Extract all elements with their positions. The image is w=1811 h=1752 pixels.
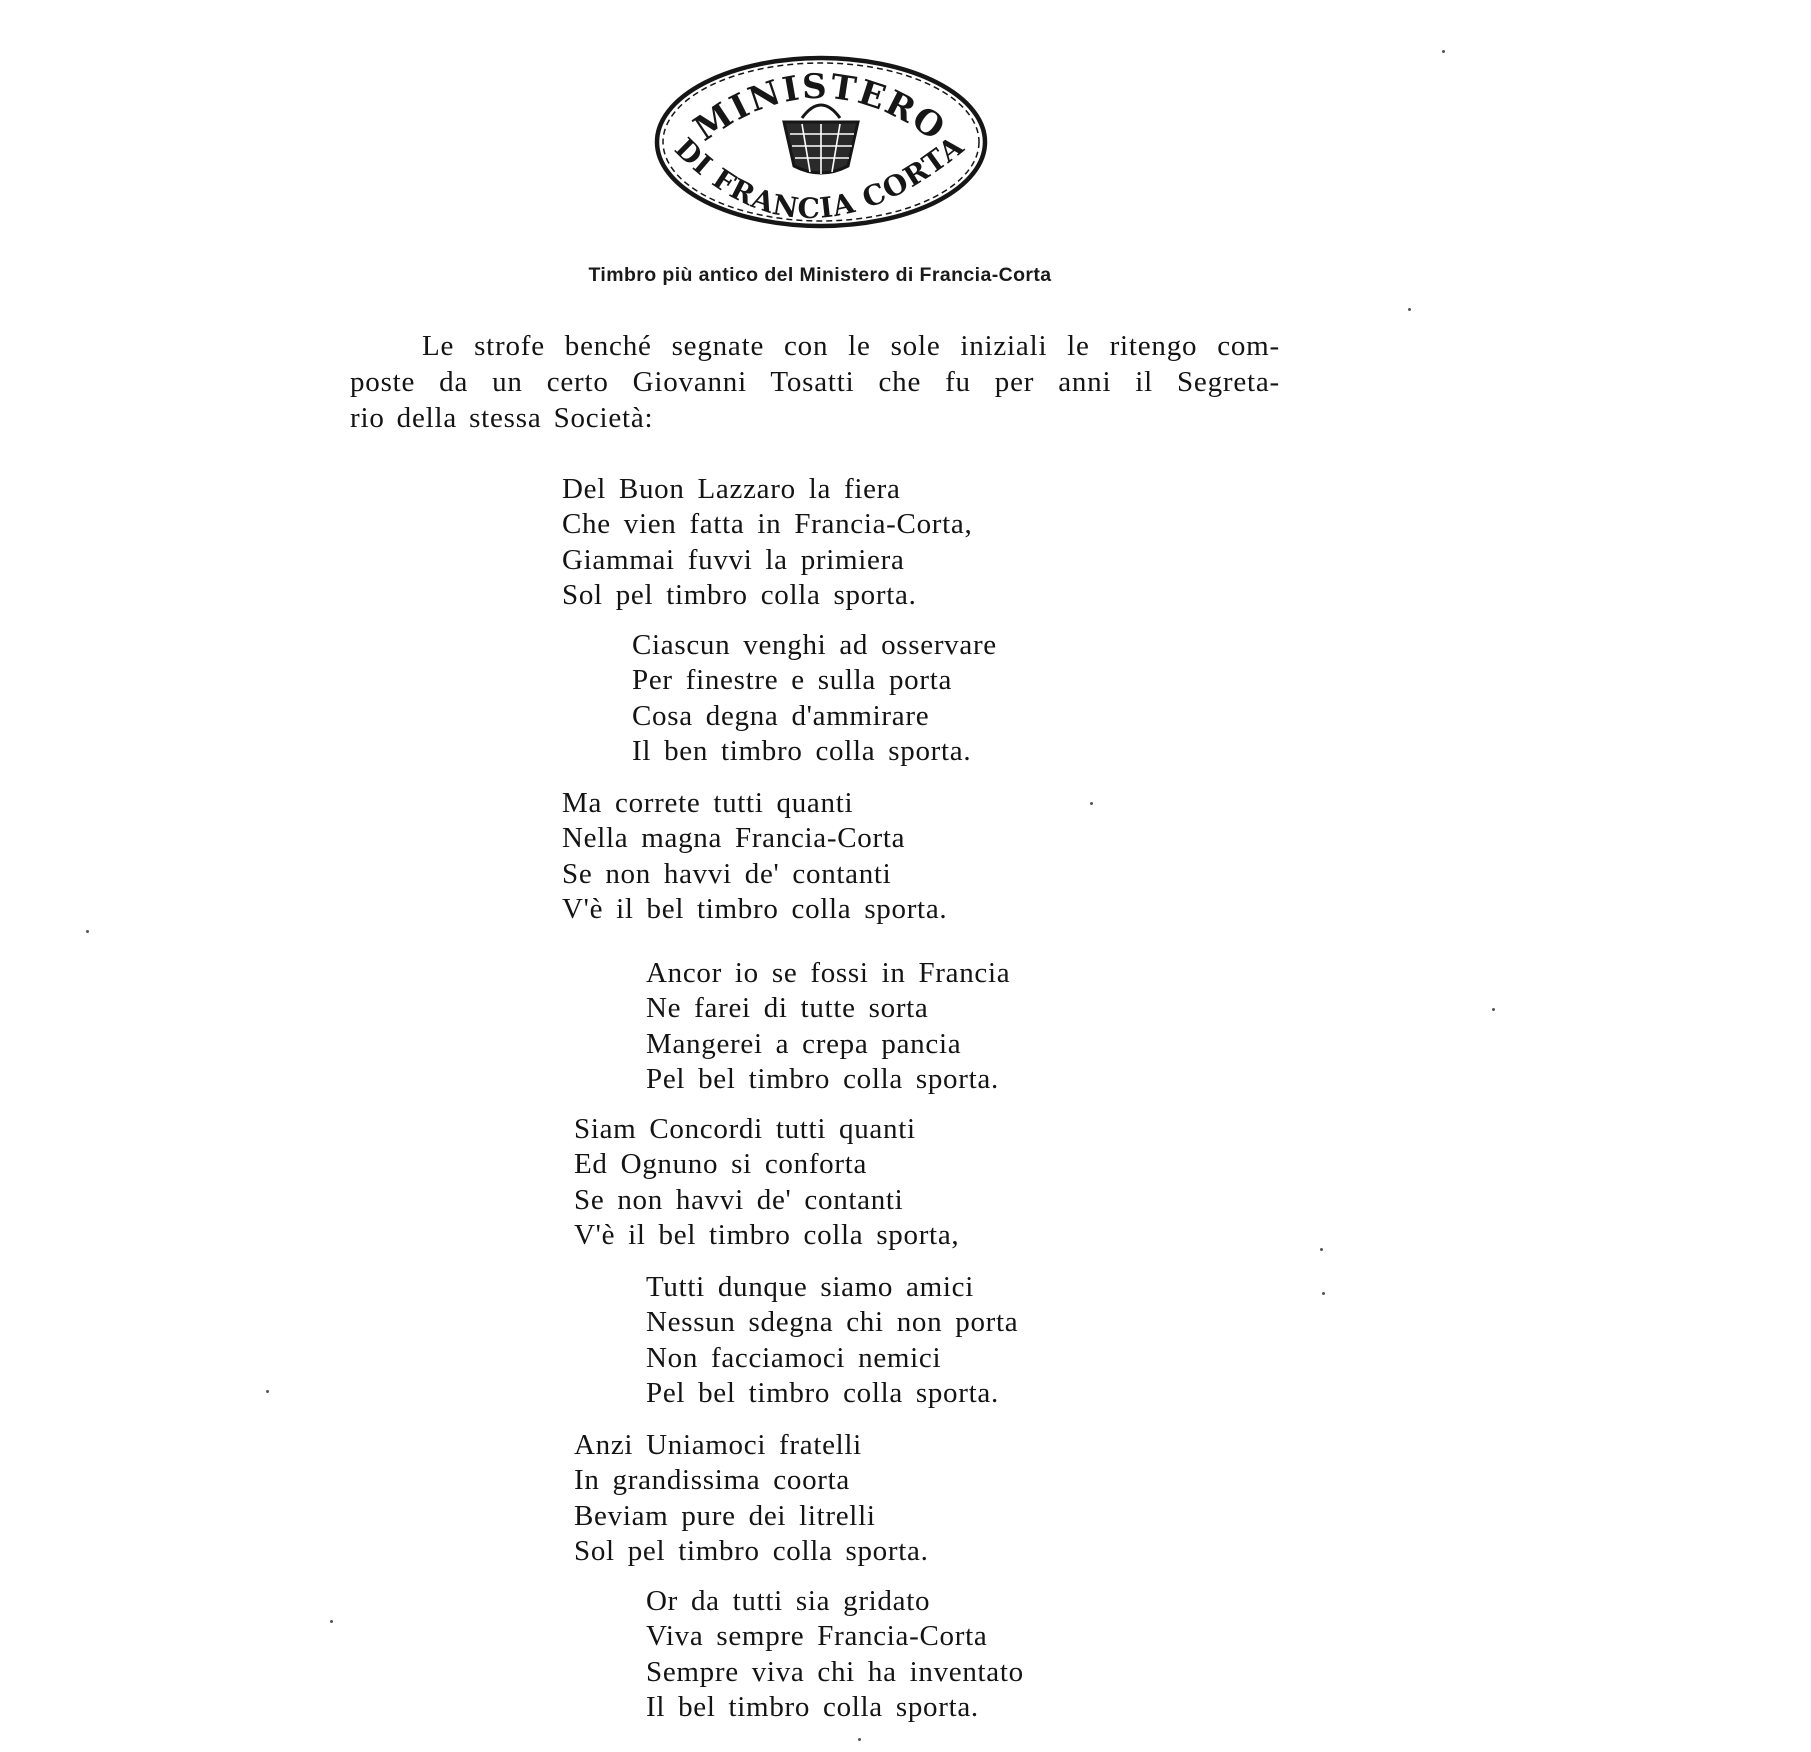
ministry-stamp bbox=[650, 48, 992, 236]
verse-line: Nella magna Francia-Corta bbox=[562, 822, 906, 855]
scan-speck bbox=[1320, 1248, 1323, 1251]
verse-line: Siam Concordi tutti quanti bbox=[574, 1113, 916, 1145]
intro-paragraph bbox=[350, 328, 1280, 436]
stanza bbox=[574, 1428, 929, 1569]
verse-line: Ancor io se fossi in Francia bbox=[646, 957, 1011, 989]
scan-speck bbox=[330, 1620, 333, 1623]
intro-line: rio della stessa Società: bbox=[350, 402, 654, 434]
verse-line: Ma correte tutti quanti bbox=[562, 787, 854, 819]
verse-line: Cosa degna d'ammirare bbox=[632, 699, 930, 732]
verse-line: Ne farei di tutte sorta bbox=[646, 992, 929, 1025]
verse-line: Per finestre e sulla porta bbox=[632, 664, 953, 697]
scan-speck bbox=[1322, 1292, 1325, 1295]
verse-line: Che vien fatta in Francia-Corta, bbox=[562, 508, 973, 541]
verse-line: Non facciamoci nemici bbox=[646, 1341, 942, 1374]
verse-line: Pel bel timbro colla sporta. bbox=[646, 1376, 999, 1409]
verse-line: Se non havvi de' contanti bbox=[574, 1183, 904, 1216]
verse-line: V'è il bel timbro colla sporta. bbox=[562, 892, 948, 925]
verse-line: Ciascun venghi ad osservare bbox=[632, 629, 997, 661]
verse-line: Sol pel timbro colla sporta. bbox=[574, 1534, 929, 1567]
verse-line: Pel bel timbro colla sporta. bbox=[646, 1062, 999, 1095]
stanza bbox=[646, 1270, 1018, 1411]
verse-line: Giammai fuvvi la primiera bbox=[562, 543, 905, 576]
stanza bbox=[574, 1112, 959, 1253]
verse-line: Il ben timbro colla sporta. bbox=[632, 734, 972, 767]
verse-line: Nessun sdegna chi non porta bbox=[646, 1306, 1019, 1339]
scan-speck bbox=[1408, 308, 1411, 311]
stamp-caption: Timbro più antico del Ministero di Francia-Corta bbox=[588, 264, 1052, 286]
verse-line: Sempre viva chi ha inventato bbox=[646, 1655, 1024, 1688]
stanza bbox=[646, 956, 1010, 1097]
scan-speck bbox=[858, 1738, 861, 1741]
verse-line: In grandissima coorta bbox=[574, 1464, 850, 1497]
verse-line: Beviam pure dei litrelli bbox=[574, 1499, 876, 1532]
verse-line: Del Buon Lazzaro la fiera bbox=[562, 473, 901, 505]
scan-speck bbox=[1090, 802, 1093, 805]
svg-text:MINISTERO: MINISTERO bbox=[686, 66, 954, 150]
scan-speck bbox=[1442, 50, 1445, 53]
verse-line: Tutti dunque siamo amici bbox=[646, 1271, 974, 1303]
verse-line: Viva sempre Francia-Corta bbox=[646, 1620, 988, 1653]
stanza bbox=[562, 472, 972, 613]
scan-speck bbox=[266, 1390, 269, 1393]
verse-line: Or da tutti sia gridato bbox=[646, 1585, 931, 1617]
verse-line: Il bel timbro colla sporta. bbox=[646, 1690, 979, 1723]
stanza bbox=[646, 1584, 1024, 1725]
verse-line: V'è il bel timbro colla sporta, bbox=[574, 1218, 960, 1251]
verse-line: Ed Ognuno si conforta bbox=[574, 1148, 868, 1181]
svg-text:DI FRANCIA CORTA: DI FRANCIA CORTA bbox=[668, 128, 971, 226]
stanza bbox=[562, 786, 947, 927]
scan-speck bbox=[1492, 1008, 1495, 1011]
intro-line: Le strofe benché segnate con le sole iniziali le ritengo com- bbox=[422, 330, 1280, 362]
verse-line: Anzi Uniamoci fratelli bbox=[574, 1429, 862, 1461]
verse-line: Mangerei a crepa pancia bbox=[646, 1027, 962, 1060]
verse-line: Se non havvi de' contanti bbox=[562, 857, 892, 890]
scan-speck bbox=[86, 930, 89, 933]
verse-line: Sol pel timbro colla sporta. bbox=[562, 578, 917, 611]
stanza bbox=[632, 628, 997, 769]
intro-line: poste da un certo Giovanni Tosatti che fu per anni il Segreta- bbox=[350, 366, 1280, 398]
